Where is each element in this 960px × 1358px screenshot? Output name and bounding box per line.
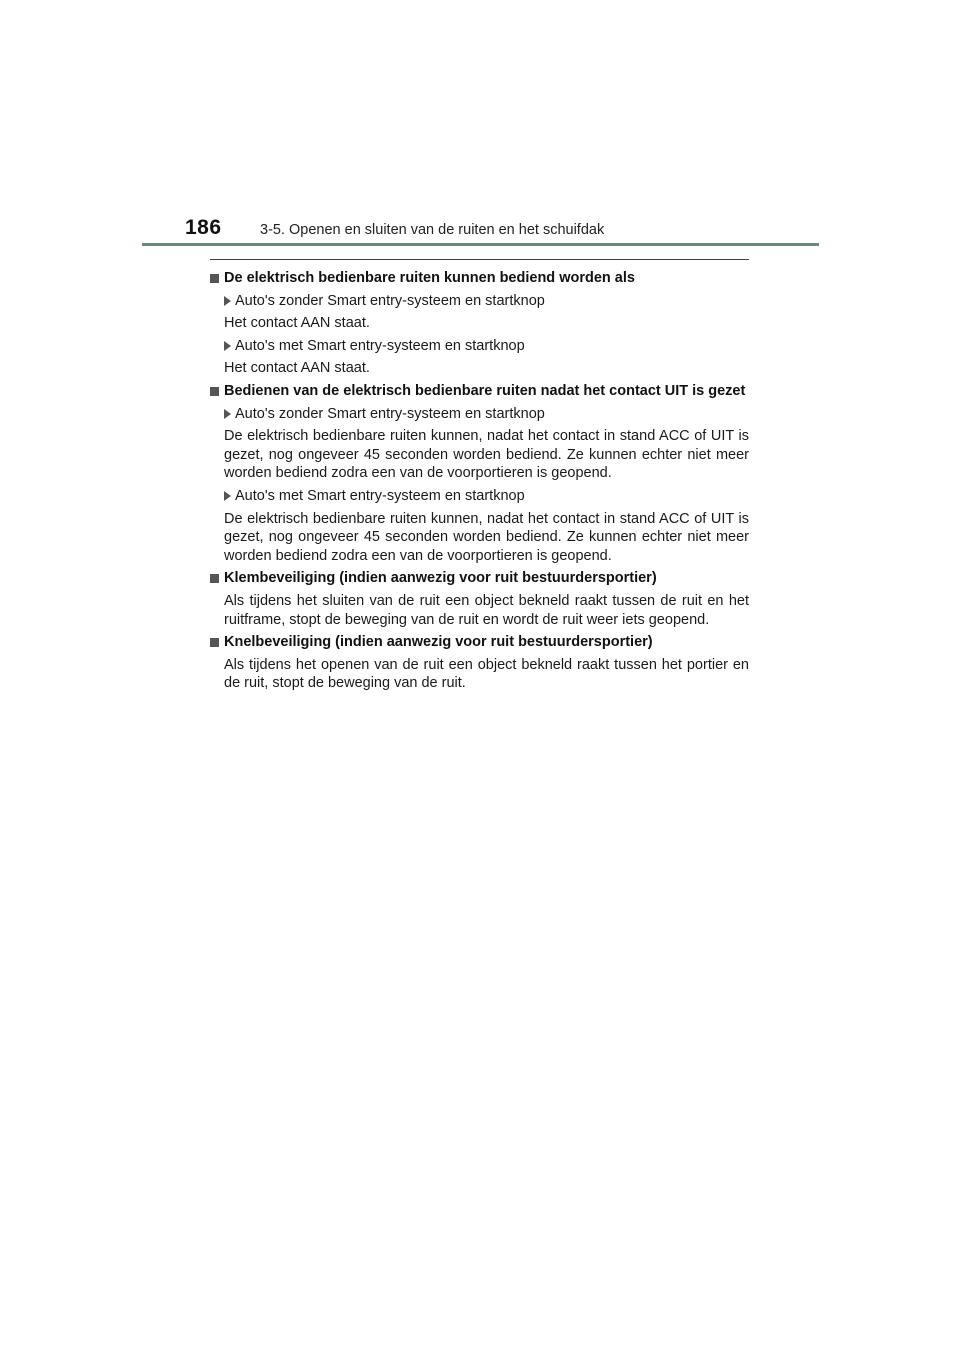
paragraph: Als tijdens het openen van de ruit een object bekneld raakt tussen het portier en de ruit, stopt de beweging van de ruit. <box>224 656 749 692</box>
paragraph: De elektrisch bedienbare ruiten kunnen, nadat het contact in stand ACC of UIT is gezet, nog ongeveer 45 seconden worden bediend. Ze kunnen echter niet meer worden bediend zodra een van de voorportieren is geopend. <box>224 428 749 482</box>
sub-item-text: Auto's met Smart entry-systeem en startknop <box>235 337 525 354</box>
triangle-bullet-icon <box>224 296 231 306</box>
section-heading-text: De elektrisch bedienbare ruiten kunnen bediend worden als <box>224 270 635 286</box>
sub-item-text: Auto's met Smart entry-systeem en startknop <box>235 487 525 504</box>
triangle-bullet-icon <box>224 341 231 351</box>
square-bullet-icon <box>210 387 219 396</box>
triangle-bullet-icon <box>224 491 231 501</box>
sub-item <box>214 337 749 356</box>
square-bullet-icon <box>210 274 219 283</box>
square-bullet-icon <box>210 638 219 647</box>
page-content <box>210 266 749 697</box>
chapter-title: 3-5. Openen en sluiten van de ruiten en het schuifdak <box>260 222 605 238</box>
section-heading <box>210 633 749 652</box>
sub-item-text: Auto's zonder Smart entry-systeem en startknop <box>235 405 545 422</box>
section-heading <box>210 382 749 401</box>
section-heading <box>210 269 749 288</box>
header-rule <box>142 243 819 246</box>
sub-item <box>214 487 749 506</box>
paragraph: De elektrisch bedienbare ruiten kunnen, nadat het contact in stand ACC of UIT is gezet, nog ongeveer 45 seconden worden bediend. Ze kunnen echter niet meer worden bediend zodra een van de voorportieren is geopend. <box>224 510 749 564</box>
section-heading-text: Bedienen van de elektrisch bedienbare ruiten nadat het contact UIT is gezet <box>224 382 746 399</box>
section-heading <box>210 569 749 588</box>
paragraph: Het contact AAN staat. <box>224 315 370 332</box>
triangle-bullet-icon <box>224 409 231 419</box>
square-bullet-icon <box>210 574 219 583</box>
paragraph: Het contact AAN staat. <box>224 360 370 377</box>
section-rule <box>210 259 749 260</box>
sub-item-text: Auto's zonder Smart entry-systeem en startknop <box>235 292 545 309</box>
sub-item <box>214 292 749 311</box>
section-heading-text: Knelbeveiliging (indien aanwezig voor ruit bestuurdersportier) <box>224 634 653 651</box>
page-number: 186 <box>185 216 222 239</box>
sub-item <box>214 405 749 424</box>
paragraph: Als tijdens het sluiten van de ruit een object bekneld raakt tussen de ruit en het ruitframe, stopt de beweging van de ruit en wordt de ruit weer iets geopend. <box>224 592 749 628</box>
section-heading-text: Klembeveiliging (indien aanwezig voor ruit bestuurdersportier) <box>224 570 657 587</box>
